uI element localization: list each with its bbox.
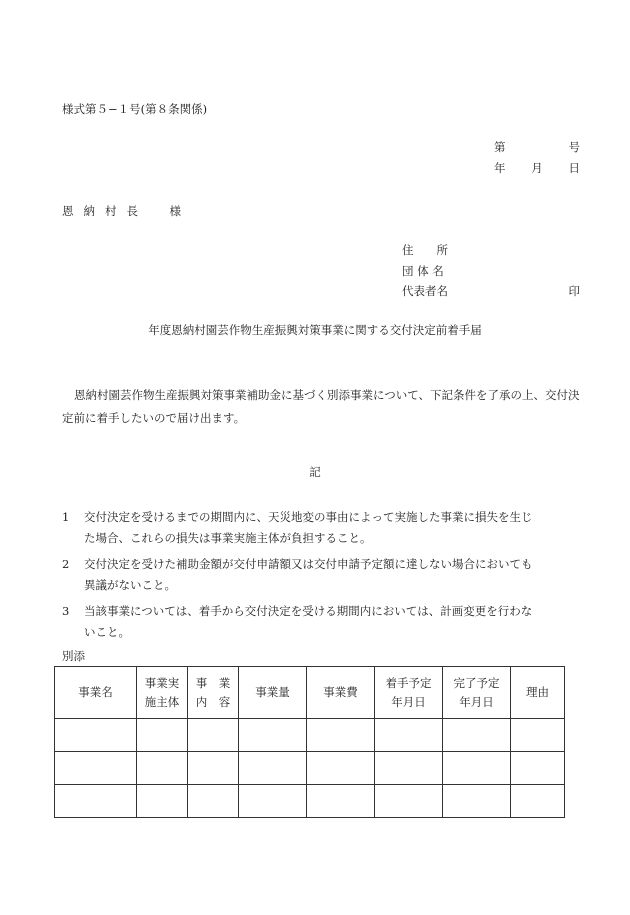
document-title: 年度恩納村園芸作物生産振興対策事業に関する交付決定前着手届 [148,323,482,337]
table-cell[interactable] [511,785,565,818]
table-cell[interactable] [137,785,188,818]
representative-row [402,286,580,298]
attachment-table [54,666,565,818]
table-cell[interactable] [239,785,307,818]
attachment-label: 別添 [62,649,85,663]
table-cell[interactable] [188,785,239,818]
condition-item [62,554,542,596]
table-cell[interactable] [55,719,137,752]
table-cell[interactable] [511,752,565,785]
date-block [494,142,580,183]
table-cell[interactable] [375,719,443,752]
condition-text: 交付決定を受けるまでの期間内に、天災地変の事由によって実施した事業に損失を生じた場合、これらの損失は事業実施主体が負担すること。 [84,510,533,545]
ki-heading: 記 [309,465,321,479]
table-row [55,719,565,752]
column-header: 事 業 内 容 [188,667,239,719]
table-cell[interactable] [375,752,443,785]
table-cell[interactable] [55,785,137,818]
day-label: 日 [568,160,580,175]
condition-text: 当該事業については、着手から交付決定を受ける期間内においては、計画変更を行わないこと。 [84,604,533,639]
table-cell[interactable] [307,719,375,752]
organization-label: 団 体 名 [402,263,444,278]
table-cell[interactable] [239,752,307,785]
table-cell[interactable] [307,785,375,818]
condition-number: 1 [62,510,70,524]
table-cell[interactable] [443,785,511,818]
document-number-row [494,142,580,154]
condition-item [62,601,542,643]
form-number: 様式第５−１号(第８条関係) [62,102,208,116]
table-cell[interactable] [375,785,443,818]
table-cell[interactable] [188,719,239,752]
column-header: 事業実 施主体 [137,667,188,719]
date-row [494,160,580,175]
applicant-block [402,245,580,307]
condition-item [62,507,542,549]
condition-text: 交付決定を受けた補助金額が交付申請額又は交付申請予定額に達しない場合においても異議がないこと。 [84,557,533,592]
condition-number: 2 [62,557,70,571]
table-cell[interactable] [137,719,188,752]
conditions-list [62,507,542,648]
table-cell[interactable] [443,719,511,752]
column-header: 着手予定 年月日 [375,667,443,719]
column-header: 理由 [511,667,565,719]
table-row [55,752,565,785]
table-cell[interactable] [307,752,375,785]
table-cell[interactable] [239,719,307,752]
number-suffix: 号 [568,140,580,154]
address-row [402,245,580,257]
address-label: 住 所 [402,243,448,257]
representative-label: 代表者名 [402,284,448,298]
table-row [55,785,565,818]
number-prefix: 第 [494,140,506,154]
column-header: 事業量 [239,667,307,719]
table-header-row [55,667,565,719]
body-text: 恩納村園芸作物生産振興対策事業補助金に基づく別添事業について、下記条件を了承の上、交付決定前に着手したいので届け出ます。 [62,388,580,425]
table-cell[interactable] [188,752,239,785]
column-header: 完了予定 年月日 [443,667,511,719]
organization-row [402,263,580,278]
table-cell[interactable] [443,752,511,785]
table-cell[interactable] [511,719,565,752]
month-label: 月 [531,160,543,175]
table-cell[interactable] [137,752,188,785]
table-cell[interactable] [55,752,137,785]
seal-label: 印 [568,284,580,298]
recipient: 恩納村長 様 [62,204,191,218]
condition-number: 3 [62,604,70,618]
column-header: 事業名 [55,667,137,719]
column-header: 事業費 [307,667,375,719]
year-label: 年 [494,160,506,175]
